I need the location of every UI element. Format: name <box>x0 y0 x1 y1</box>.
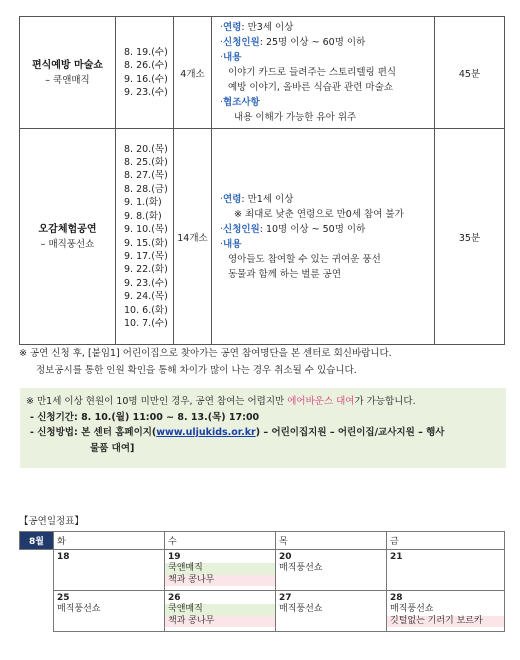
program-date: 9. 8.(화) <box>124 210 162 222</box>
schedule-calendar <box>19 531 505 632</box>
program-detail-line <box>220 80 428 95</box>
program-detail-line <box>220 35 428 50</box>
air-bounce-highlight: 에어바운스 대여 <box>287 396 355 407</box>
program-date: 9. 16.(수) <box>124 73 168 85</box>
program-detail-line <box>220 65 428 80</box>
program-date: 8. 20.(목) <box>124 143 168 155</box>
calendar-event: 깃털없는 기러기 보르카 <box>387 616 504 628</box>
bullet-icon: · <box>220 22 224 33</box>
calendar-day-cell <box>54 550 165 591</box>
calendar-day-number: 28 <box>390 593 403 603</box>
calendar-day-number: 21 <box>390 552 403 562</box>
detail-text: 이야기 카드로 들려주는 스토리텔링 편식 <box>228 67 397 78</box>
program-duration: 35분 <box>458 232 481 244</box>
bullet-icon: · <box>220 238 224 250</box>
program-dates-cell <box>116 17 174 129</box>
bullet-icon: · <box>220 37 224 48</box>
bullet-icon: · <box>220 97 224 108</box>
calendar-day-cell <box>165 550 276 591</box>
program-date: 9. 10.(목) <box>124 224 168 236</box>
weekday-header: 화 <box>54 532 165 550</box>
program-date: 9. 22.(화) <box>124 264 168 276</box>
calendar-event: 매직풍선쇼 <box>390 604 434 614</box>
program-detail-line <box>220 252 428 267</box>
program-date: 9. 1.(화) <box>124 197 162 209</box>
detail-text: : 25명 이상 ~ 60명 이하 <box>259 37 366 48</box>
program-dates-cell <box>116 129 174 345</box>
program-name: 편식예방 마술쇼 <box>31 59 104 71</box>
calendar-event: 매직풍선쇼 <box>279 563 323 573</box>
program-date: 10. 6.(화) <box>124 304 168 316</box>
program-duration: 45분 <box>458 68 481 80</box>
program-date: 9. 23.(수) <box>124 86 168 98</box>
calendar-day-cell <box>276 591 387 632</box>
program-date: 8. 25.(화) <box>124 157 168 169</box>
detail-text: : 만3세 이상 <box>241 22 294 33</box>
program-date: 8. 26.(수) <box>124 60 168 72</box>
program-duration-cell <box>435 129 505 345</box>
calendar-day-number: 20 <box>279 552 292 562</box>
program-detail-line <box>220 95 428 110</box>
air-bounce-info-box <box>20 388 506 468</box>
schedule-title: 【공연일정표】 <box>19 516 84 527</box>
detail-text: 동물과 함께 하는 벌룬 공연 <box>228 268 342 280</box>
program-date: 9. 17.(목) <box>124 250 168 262</box>
detail-text: : 10명 이상 ~ 50명 이하 <box>259 223 366 235</box>
calendar-event: 책과 콩나무 <box>165 575 275 587</box>
detail-text: ※ 최대로 낮춘 연령으로 만0세 참여 불가 <box>234 208 404 220</box>
detail-text: 영아들도 참여할 수 있는 귀여운 풍선 <box>228 253 381 265</box>
calendar-day-cell <box>276 550 387 591</box>
program-detail-line <box>220 110 428 125</box>
program-detail-line <box>220 20 428 35</box>
detail-label: 연령 <box>223 22 242 33</box>
calendar-event: 쿡앤매직 <box>165 604 275 616</box>
info-period: - 신청기간: 8. 10.(월) 11:00 ~ 8. 13.(목) 17:00 <box>30 411 260 423</box>
homepage-link[interactable]: www.uljukids.or.kr <box>156 427 256 438</box>
info-method: - 신청방법: 본 센터 홈페이지(www.uljukids.or.kr) – 어린이집지원 – 어린이집/교사지원 – 행사 <box>30 427 445 438</box>
program-date: 10. 7.(수) <box>124 317 168 329</box>
calendar-header-row <box>20 532 505 550</box>
calendar-day-cell <box>165 591 276 632</box>
detail-text: 예방 이야기, 올바른 식습관 관련 마술쇼 <box>228 82 393 93</box>
bullet-icon: · <box>220 223 224 235</box>
calendar-day-number: 19 <box>168 552 181 562</box>
bullet-icon: · <box>220 193 224 205</box>
calendar-week-row <box>20 550 505 591</box>
calendar-event: 매직풍선쇼 <box>57 604 101 614</box>
calendar-day-number: 26 <box>168 593 181 603</box>
program-name-cell <box>20 129 116 345</box>
calendar-week-row <box>20 591 505 632</box>
program-duration-cell <box>435 17 505 129</box>
program-date: 8. 28.(금) <box>124 183 168 195</box>
calendar-day-cell <box>54 591 165 632</box>
calendar-event: 책과 콩나무 <box>165 616 275 628</box>
calendar-day-number: 25 <box>57 593 70 603</box>
program-desc-cell <box>212 129 435 345</box>
weekday-header: 목 <box>276 532 387 550</box>
calendar-day-number: 27 <box>279 593 292 603</box>
program-date: 8. 27.(목) <box>124 170 168 182</box>
program-detail-line <box>220 267 428 282</box>
program-row <box>20 129 505 345</box>
program-detail-line <box>220 207 428 222</box>
program-count-cell <box>174 17 212 129</box>
detail-label: 내용 <box>223 238 242 250</box>
program-detail-line <box>220 50 428 65</box>
program-date: 9. 24.(목) <box>124 291 168 303</box>
calendar-event: 매직풍선쇼 <box>279 604 323 614</box>
program-name: 오감체험공연 <box>38 223 97 235</box>
weekday-header: 금 <box>387 532 505 550</box>
calendar-day-cell <box>387 591 505 632</box>
weekday-header: 수 <box>165 532 276 550</box>
program-detail-line <box>220 222 428 237</box>
bullet-icon: · <box>220 52 224 63</box>
detail-label: 협조사항 <box>223 97 260 108</box>
calendar-day-cell <box>387 550 505 591</box>
calendar-month: 8월 <box>20 532 54 550</box>
program-performer: – 쿡앤매직 <box>45 74 90 86</box>
detail-text: 내용 이해가 가능한 유아 위주 <box>234 112 357 123</box>
program-count-cell <box>174 129 212 345</box>
info-line: ※ 만1세 이상 현원이 10명 미만인 경우, 공연 참여는 어렵지만 에어바운스 대여가 가능합니다. <box>26 396 416 407</box>
calendar-spacer <box>20 591 54 632</box>
program-row <box>20 17 505 129</box>
program-desc-cell <box>212 17 435 129</box>
detail-label: 신청인원 <box>223 223 260 235</box>
program-performer: – 매직풍선쇼 <box>40 238 95 250</box>
program-table <box>19 16 505 345</box>
note-line: ※ 공연 신청 후, [붙임1] 어린이집으로 찾아가는 공연 참여명단을 본 센터로 회신바랍니다. <box>19 348 392 359</box>
calendar-spacer <box>20 550 54 591</box>
detail-label: 연령 <box>223 193 242 205</box>
calendar-day-number: 18 <box>57 552 70 562</box>
program-count: 14개소 <box>177 232 208 244</box>
detail-label: 내용 <box>223 52 242 63</box>
program-detail-line <box>220 192 428 207</box>
calendar-event: 쿡앤매직 <box>165 563 275 575</box>
program-name-cell <box>20 17 116 129</box>
program-date: 9. 23.(수) <box>124 277 168 289</box>
detail-label: 신청인원 <box>223 37 260 48</box>
program-date: 8. 19.(수) <box>124 46 168 58</box>
program-count: 4개소 <box>180 68 205 80</box>
detail-text: : 만1세 이상 <box>241 193 294 205</box>
program-detail-line <box>220 237 428 252</box>
program-date: 9. 15.(화) <box>124 237 168 249</box>
note-line: 정보공시를 통한 인원 확인을 통해 차이가 많이 나는 경우 취소될 수 있습니다. <box>36 365 357 376</box>
info-method-cont: 물품 대여] <box>90 442 135 454</box>
